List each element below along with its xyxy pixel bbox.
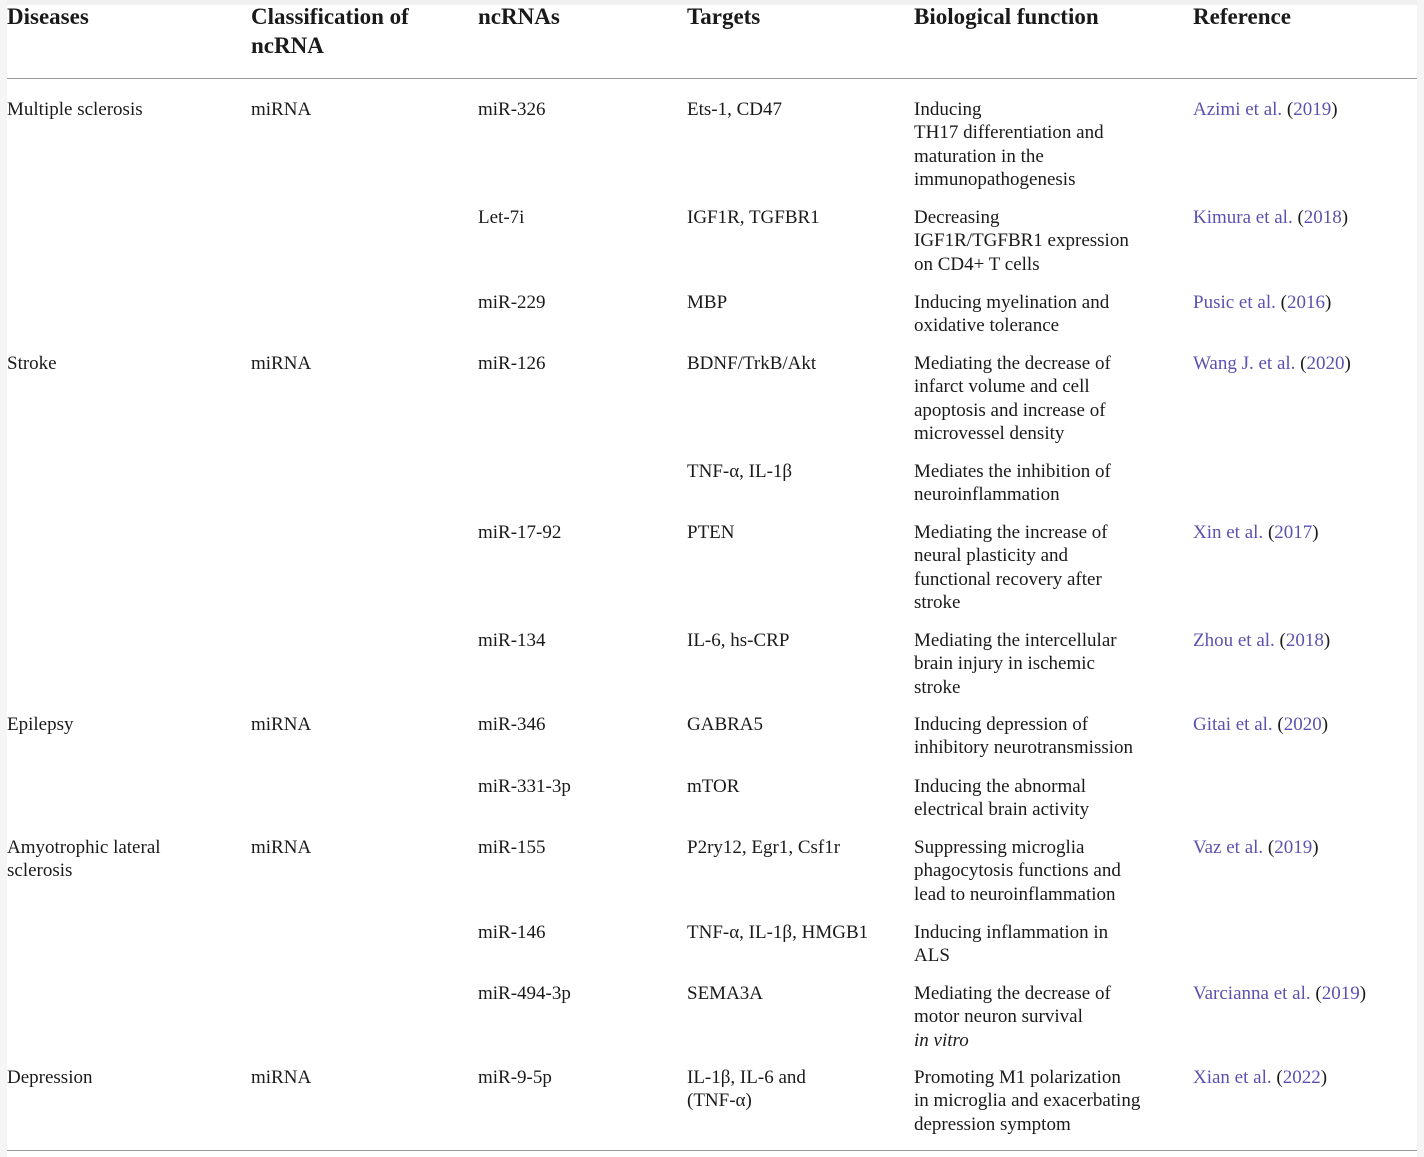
function-cell — [914, 206, 1129, 276]
targets-line: TNF-α, IL-1β — [687, 461, 793, 482]
ncrna-cell: miR-146 — [478, 922, 546, 943]
targets-cell — [687, 460, 792, 483]
function-line: maturation in the — [914, 145, 1044, 167]
function-line: brain injury in ischemic — [914, 653, 1095, 675]
function-line: stroke — [914, 591, 961, 613]
function-line: Decreasing — [914, 207, 1000, 228]
function-line: immunopathogenesis — [914, 168, 1076, 190]
ncrna-cell: miR-346 — [478, 714, 546, 735]
function-line: in vitro — [914, 1029, 969, 1051]
targets-line: IL-6, hs-CRP — [687, 630, 790, 651]
disease-cell: Stroke — [7, 353, 57, 374]
function-line: Inducing the abnormal — [914, 776, 1087, 797]
function-cell — [914, 921, 1108, 968]
targets-line: P2ry12, Egr1, Csf1r — [687, 837, 841, 858]
ncrna-cell: miR-331-3p — [478, 776, 571, 797]
function-line: depression symptom — [914, 1113, 1071, 1135]
function-cell — [914, 521, 1108, 614]
reference-cell: Zhou et al. (2018) — [1193, 630, 1331, 651]
reference-year-link[interactable]: 2016 — [1286, 292, 1325, 313]
targets-line: mTOR — [687, 776, 740, 797]
function-line: motor neuron survival — [914, 1006, 1083, 1028]
targets-cell — [687, 291, 727, 314]
classification-cell: miRNA — [251, 714, 312, 735]
targets-cell — [687, 1066, 806, 1113]
targets-line: TNF-α, IL-1β, HMGB1 — [687, 922, 869, 943]
reference-author-link[interactable]: Kimura et al. — [1193, 207, 1293, 228]
targets-cell — [687, 98, 782, 121]
reference-year-link[interactable]: 2019 — [1321, 983, 1360, 1004]
classification-cell: miRNA — [251, 837, 312, 858]
targets-cell — [687, 836, 840, 859]
header-diseases: Diseases — [7, 4, 89, 29]
ncrna-cell: miR-155 — [478, 837, 546, 858]
header-ncrnas: ncRNAs — [478, 4, 560, 29]
targets-line: IGF1R, TGFBR1 — [687, 207, 820, 228]
function-line: Suppressing microglia — [914, 837, 1085, 858]
reference-cell: Wang J. et al. (2020) — [1193, 353, 1351, 374]
function-cell — [914, 98, 1104, 191]
targets-cell — [687, 982, 763, 1005]
function-cell — [914, 713, 1133, 760]
targets-line: BDNF/TrkB/Akt — [687, 353, 817, 374]
header-classification-line2: ncRNA — [251, 33, 324, 58]
table-sheet — [7, 0, 1417, 1157]
targets-cell — [687, 775, 739, 798]
targets-cell — [687, 521, 735, 544]
header-classification — [251, 2, 409, 60]
reference-cell: Varcianna et al. (2019) — [1193, 983, 1367, 1004]
reference-author-link[interactable]: Vaz et al. — [1193, 837, 1264, 858]
function-line: TH17 differentiation and — [914, 122, 1104, 144]
function-line: neural plasticity and — [914, 545, 1069, 567]
reference-cell: Vaz et al. (2019) — [1193, 837, 1319, 858]
function-line: apoptosis and increase of — [914, 399, 1106, 421]
reference-author-link[interactable]: Xian et al. — [1193, 1067, 1272, 1088]
targets-cell — [687, 629, 789, 652]
function-line: microvessel density — [914, 422, 1065, 444]
targets-line: IL-1β, IL-6 and — [687, 1067, 806, 1088]
reference-year-link[interactable]: 2018 — [1303, 207, 1342, 228]
reference-cell: Azimi et al. (2019) — [1193, 99, 1338, 120]
function-cell — [914, 629, 1117, 699]
reference-author-link[interactable]: Wang J. et al. — [1193, 353, 1296, 374]
function-line: Inducing depression of — [914, 714, 1089, 735]
function-cell — [914, 460, 1111, 507]
reference-cell: Kimura et al. (2018) — [1193, 207, 1349, 228]
footer-rule — [7, 1150, 1417, 1151]
reference-author-link[interactable]: Zhou et al. — [1193, 630, 1275, 651]
classification-cell: miRNA — [251, 353, 312, 374]
function-line: Mediating the decrease of — [914, 353, 1111, 374]
ncrna-cell: Let-7i — [478, 207, 525, 228]
targets-line: SEMA3A — [687, 983, 764, 1004]
disease-line: sclerosis — [7, 860, 73, 882]
function-cell — [914, 291, 1109, 338]
disease-cell — [7, 836, 161, 883]
reference-year-link[interactable]: 2022 — [1282, 1067, 1321, 1088]
header-targets: Targets — [687, 4, 761, 29]
ncrna-cell: miR-229 — [478, 292, 546, 313]
function-line: Inducing — [914, 99, 982, 120]
disease-cell: Multiple sclerosis — [7, 99, 143, 120]
function-line: Mediating the increase of — [914, 522, 1108, 543]
function-cell — [914, 775, 1089, 822]
ncrna-cell: miR-326 — [478, 99, 546, 120]
reference-cell: Pusic et al. (2016) — [1193, 292, 1332, 313]
ncrna-cell: miR-134 — [478, 630, 546, 651]
reference-year-link[interactable]: 2019 — [1274, 837, 1313, 858]
targets-line: PTEN — [687, 522, 735, 543]
reference-author-link[interactable]: Varcianna et al. — [1193, 983, 1311, 1004]
disease-cell: Epilepsy — [7, 714, 74, 735]
function-line: Mediating the intercellular — [914, 630, 1117, 651]
targets-cell — [687, 713, 763, 736]
reference-year-link[interactable]: 2020 — [1283, 714, 1322, 735]
disease-line: Amyotrophic lateral — [7, 837, 161, 858]
reference-author-link[interactable]: Gitai et al. — [1193, 714, 1273, 735]
function-line: Inducing inflammation in — [914, 922, 1109, 943]
function-line: infarct volume and cell — [914, 376, 1090, 398]
targets-cell — [687, 921, 868, 944]
targets-line: Ets-1, CD47 — [687, 99, 782, 120]
reference-cell: Xian et al. (2022) — [1193, 1067, 1328, 1088]
ncrna-cell: miR-9-5p — [478, 1067, 552, 1088]
classification-cell: miRNA — [251, 1067, 312, 1088]
function-line: phagocytosis functions and — [914, 860, 1121, 882]
classification-cell: miRNA — [251, 99, 312, 120]
function-line: IGF1R/TGFBR1 expression — [914, 230, 1129, 252]
function-cell — [914, 352, 1111, 445]
ncrna-cell: miR-494-3p — [478, 983, 571, 1004]
function-line: neuroinflammation — [914, 484, 1060, 506]
reference-cell: Xin et al. (2017) — [1193, 522, 1319, 543]
reference-year-link[interactable]: 2019 — [1293, 99, 1332, 120]
ncrna-cell: miR-17-92 — [478, 522, 562, 543]
targets-line: MBP — [687, 292, 728, 313]
reference-year-link[interactable]: 2017 — [1274, 522, 1313, 543]
header-classification-line1: Classification of — [251, 4, 409, 29]
function-line: oxidative tolerance — [914, 315, 1060, 337]
function-line: electrical brain activity — [914, 799, 1090, 821]
targets-line: (TNF-α) — [687, 1090, 752, 1112]
function-line: inhibitory neurotransmission — [914, 737, 1134, 759]
function-line: Promoting M1 polarization — [914, 1067, 1121, 1088]
targets-cell — [687, 352, 816, 375]
header-reference: Reference — [1193, 4, 1291, 29]
function-cell — [914, 1066, 1140, 1136]
function-line: lead to neuroinflammation — [914, 883, 1116, 905]
ncrna-cell: miR-126 — [478, 353, 546, 374]
function-line: Mediates the inhibition of — [914, 461, 1111, 482]
function-line: stroke — [914, 676, 961, 698]
reference-year-link[interactable]: 2020 — [1306, 353, 1345, 374]
reference-author-link[interactable]: Pusic et al. — [1193, 292, 1276, 313]
reference-author-link[interactable]: Azimi et al. — [1193, 99, 1283, 120]
function-cell — [914, 836, 1121, 906]
header-biological-function: Biological function — [914, 4, 1099, 29]
targets-cell — [687, 206, 820, 229]
reference-cell: Gitai et al. (2020) — [1193, 714, 1329, 735]
function-line: functional recovery after — [914, 568, 1102, 590]
header-rule — [7, 78, 1417, 79]
reference-author-link[interactable]: Xin et al. — [1193, 522, 1264, 543]
function-line: ALS — [914, 945, 950, 967]
targets-line: GABRA5 — [687, 714, 764, 735]
function-cell — [914, 982, 1111, 1052]
function-line: Inducing myelination and — [914, 292, 1110, 313]
function-line: on CD4+ T cells — [914, 253, 1040, 275]
reference-year-link[interactable]: 2018 — [1285, 630, 1324, 651]
function-line: in microglia and exacerbating — [914, 1090, 1141, 1112]
function-line: Mediating the decrease of — [914, 983, 1111, 1004]
disease-cell: Depression — [7, 1067, 93, 1088]
